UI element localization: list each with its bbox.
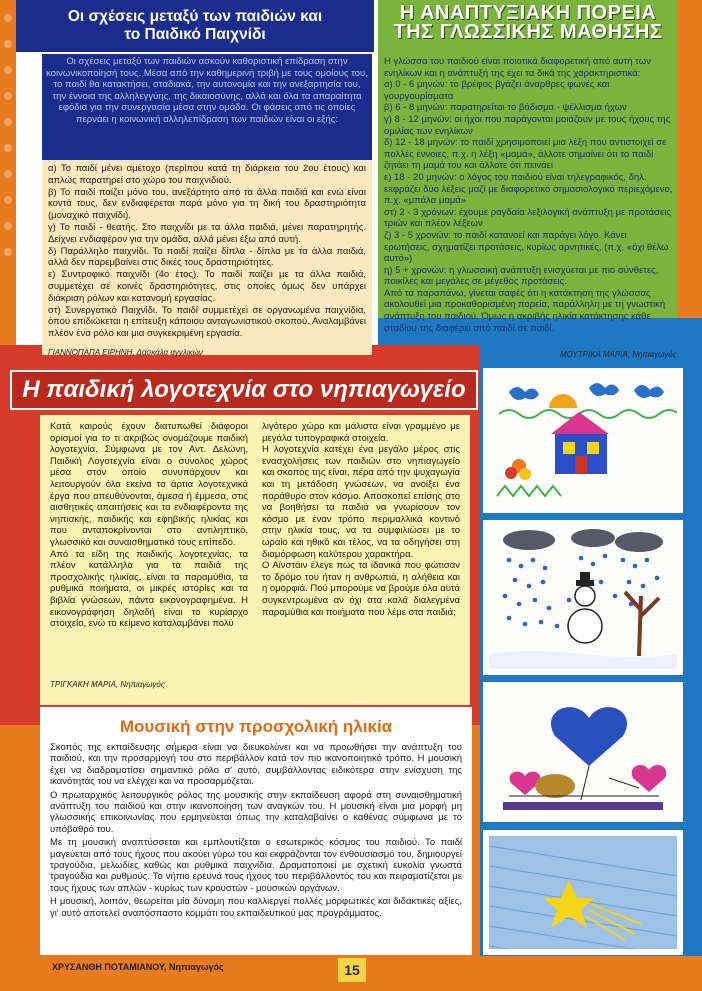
title-line-1: Οι σχέσεις μεταξύ των παιδιών και bbox=[67, 8, 323, 25]
paragraph: Ο Αϊνστάιν έλεγε πως τα ιδανικά που φώτισαν το δρόμο του ήταν η ανθρωπιά, η αλήθεια και η ομορφιά. Πού μπορούμε να βρούμε όλα αυτά συγκεντρωμένα αν όχι στα καλά διαλεγμένα παραμύθια και ποιήματα που λέμε στα παιδιά; bbox=[262, 560, 461, 618]
article-body-music bbox=[50, 742, 462, 919]
article-title-childrens-literature: Η παιδική λογοτεχνία στο νηπιαγωγείο bbox=[10, 370, 478, 410]
author-signature bbox=[50, 680, 165, 689]
paragraph: Η μουσική, λοιπόν, θεωρείται μία δύναμη που καλλιεργεί πολλές μορφωτικές και διδακτικές αξίες, γι' αυτό αποτελεί αναπόσπαστο κομμάτι του εκπαιδευτικού μας προγράμματος. bbox=[50, 896, 462, 919]
snowman-drawing bbox=[483, 520, 683, 675]
article-title-relationships bbox=[16, 0, 374, 52]
list-item: στ) Συνεργατικό Παιχνίδι. Το παιδί συμμετέχει σε οργανωμένα παιχνίδια, όπου επιδιώκεται η επίτευξη κάποιου ανταγωνιστικού σκοπού. Αναλαμβάνει πλέον ένα ρόλο και μια συγκεκριμένη εργασία. bbox=[48, 304, 366, 340]
paragraph: ζ) 3 - 5 χρονών: το παιδί κατανοεί και παράγει λόγο. Κάνει ερωτήσεις, σχηματίζει προτάσεις, κυρίως αρνητικές, (π.χ. «όχι θέλω αυτό») bbox=[384, 229, 669, 265]
paragraph: η) 5 + χρονών: η γλωσσική ανάπτυξη ενισχύεται με πιο σύνθετες, ποικίλες και μεγάλες σε μέγεθος προτάσεις. bbox=[384, 264, 659, 288]
paragraph: β) 6 - 8 μηνών: παρατηρείται το βάδισμα - ψέλλισμα ήχων bbox=[384, 102, 627, 114]
page-number: 15 bbox=[338, 958, 366, 982]
author-signature bbox=[560, 350, 677, 359]
article-body-childrens-literature bbox=[40, 415, 470, 705]
decorative-dots bbox=[4, 14, 28, 294]
paragraph: γ) 8 - 12 μηνών: οι ήχοι που παράγονται μοιάζουν με τους ήχους της ομιλίας των ενηλίκων bbox=[384, 113, 671, 137]
article-title-music: Μουσική στην προσχολική ηλικία bbox=[119, 717, 393, 736]
article-body-language-development bbox=[384, 56, 674, 334]
paragraph: ε) 18 - 20 μηνών: ο λόγος του παιδιού είναι τηλεγραφικός, δηλ. εκφράζει δύο λέξεις μαζί με διαφορετικό σημασιολογικό περιεχόμενο, π.χ. «μπάλα μαμά» bbox=[384, 171, 673, 207]
paragraph: στ) 2 - 3 χρόνων: έχουμε ραγδαία λεξιλογική ανάπτυξη με προτάσεις τριών και πλέον λέξεων bbox=[384, 206, 671, 230]
paragraph: Η γλώσσα του παιδιού είναι ποιοτικά διαφορετική από αυτή των ενηλίκων και η ανάπτυξή της έχει τα δικά της χαρακτηριστικά: bbox=[384, 56, 651, 79]
paragraph: α) 0 - 6 μηνών: το βρέφος βγάζει άναρθρες φωνές και γουργουρίσματα bbox=[384, 79, 610, 102]
list-item: γ) Το παιδί - θεατής. Στο παιχνίδι με τα άλλα παιδιά, μένει παρατηρητής. Δείχνει ενδιαφέρον για την ομάδα, αλλά μένει έξω από αυτή. bbox=[48, 221, 366, 245]
title-line-2: το Παιδικό Παιχνίδι bbox=[124, 26, 266, 43]
author-role: Νηπιαγωγός bbox=[632, 350, 677, 359]
paragraph: Από τα παραπάνω, γίνεται σαφές ότι η κατάκτηση της γλώσσας ακολουθεί μια προκαθορισμένη πορεία, παράλληλη με τη γνωστική ανάπτυξη του παιδιού. Όμως η ακριβής ηλικία κατάκτησης κάθε σταδίου της διαφέρει από παιδί σε παιδί. bbox=[384, 287, 666, 334]
paragraph: Από τα είδη της παιδικής λογοτεχνίας, τα πλέον κατάλληλα για τα παιδιά της προσχολικής ηλικίας, είναι τα παραμύθια, τα ρυθμικά ποιήματα, οι μικρές ιστορίες και τα βιβλία γνώσεων, πάντα εικονογραφημένα. Η εικονογράφηση δηλαδή είναι το κυρίαρχο στοιχείο, ενώ το κείμενο καταλαμβάνει πολύ bbox=[50, 548, 248, 630]
paragraph: δ) 12 - 18 μηνών: το παιδί χρησιμοποιεί μια λέξη που αντιστοιχεί σε πολλές έννοιες, π.χ. η λέξη «μαμά», άλλοτε σημαίνει ότι το παιδί ζητάει τη μαμά του και άλλοτε ότι πεινάει bbox=[384, 137, 667, 172]
paragraph: λιγότερο χώρο και μάλιστα είναι γραμμένο με μεγάλα τυπογραφικά στοιχεία. bbox=[262, 421, 460, 444]
article-music bbox=[40, 707, 472, 955]
text-column-2 bbox=[262, 421, 460, 699]
author-signature bbox=[52, 962, 224, 972]
author-role: Νηπιαγωγός bbox=[120, 680, 165, 689]
paragraph: Κατά καιρούς έχουν διατυπωθεί διάφοροι ορισμοί για το τι ακριβώς ονομάζουμε παιδική λογοτεχνία. Σύμφωνα με τον Αντ. Δελώνη, Παιδική Λογοτεχνία είναι ο σύνολος χώρος μέσα στον οποίο συνυπάρχουν και λειτουργούν όλα εκείνα τα άρτια λογοτεχνικά έργα που απευθύνονται, άμεσα ή έμμεσα, στις αισθητικές απαιτήσεις και τα ενδιαφέροντα της νηπιακής, παιδικής και εφηβικής ηλικίας και που ανταποκρίνονται στο αντιληπτικό, γλωσσικό και συναισθηματικό τους επίπεδο. bbox=[50, 421, 248, 548]
article-intro: Οι σχέσεις μεταξύ των παιδιών ασκούν καθοριστική επίδραση στην κοινωνικοποίησή τους. Μέσα από την καθημερινή τριβή με τους ομοίους του, το παιδί θα κατακτήσει, σταδιακά, την αυτονομία και την ανεξαρτησία του, την έννοια της αλληλεγγύης, της δικαιοσύνης, αλλά και όλα τα απαραίτητα εφόδια για την συνεργασία μέσα στην ομάδα. Οι φάσεις από τις οποίες περνάει η κοινωνική αλληλεπίδραση των παιδιών είναι οι εξής: bbox=[42, 54, 372, 160]
paragraph: Η λογοτεχνία κατέχει ένα μεγάλο μέρος στις ενασχολήσεις των παιδιών στο νηπιαγωγείο και σκοπός της είναι, πέρα από την ψυχαγωγία και τη μετάδοση γνώσεων, να ανοίξει ένα παράθυρο στον κόσμο. Αποσκοπεί επίσης στο να βοηθήσει τα παιδιά να γνωρίσουν τον κόσμο με έναν τρόπο περιμαλλικά κοντινό στην ηλικία τους, να τα συμφιλιώσει με το ωραίο και ηθικό και τέλος, να τα οδηγήσει στη διαμόρφωση καλύτερου χαρακτήρα. bbox=[262, 444, 460, 560]
hearts-drawing bbox=[483, 682, 683, 822]
text-column-1 bbox=[50, 421, 248, 699]
author-signature bbox=[48, 348, 203, 357]
list-item: β) Το παιδί παίζει μόνο του, ανεξάρτητο από τα άλλα παιδιά και ενώ είναι κοντά τους, δεν ενδιαφέρεται παρά μόνο για τη δική του δραστηριότητα (μοναχικό παιχνίδι). bbox=[48, 186, 366, 222]
title-line-1: Η ΑΝΑΠΤΥΞΙΑΚΗ ΠΟΡΕΙΑ bbox=[399, 2, 657, 24]
title-line-2: ΤΗΣ ΓΛΩΣΣΙΚΗΣ ΜΑΘΗΣΗΣ bbox=[393, 21, 663, 43]
author-role: Δασκάλα αγγλικών bbox=[136, 348, 203, 357]
list-item: ε) Συντροφικό παιχνίδι (4ο έτος). Το παιδί παίζει με τα άλλα παιδιά, συμμετέχει σε κοινές δραστηριότητες, στις οποίες όμως δεν υπάρχει διάκριση ρόλων και κατανομή εργασίας. bbox=[48, 269, 366, 304]
author-name: ΧΡΥΣΑΝΘΗ ΠΟΤΑΜΙΑΝΟΥ, bbox=[52, 962, 167, 972]
article-title-language-development bbox=[378, 4, 678, 42]
paragraph: Με τη μουσική αναπτύσσεται και εμπλουτίζεται ο εσωτερικός κόσμος του παιδιού. Το παιδί μαγεύεται από τους ήχους που ακούει γύρω του και εκφράζονται τον ενθουσιασμό του, δημιουργεί τραγούδια, μελωδίες καθώς και ρυθμικά παιχνίδια. Δραματοποιεί με σχετική ευκολία γνωστά τραγούδια και ρυθμούς. Το νήπιο ερευνά τους ήχους του περιβάλλοντός του και πειραματίζεται με τους ήχους των απλών - κυρίως των κρουστών - μουσικών οργάνων. bbox=[50, 837, 462, 894]
author-name: ΓΙΑΝΝΟΠΑΠΑ ΕΙΡΗΝΗ, bbox=[48, 348, 135, 357]
star-drawing bbox=[483, 830, 683, 955]
author-role: Νηπιαγωγός bbox=[169, 962, 224, 972]
article-body-relationships bbox=[42, 160, 372, 355]
paragraph: Ο πρωταρχικός λειτουργικός ρόλος της μουσικής στην εκπαίδευση αφορά στη συναισθηματική ανάπτυξη του παιδιού και στην ικανοποίηση των αναγκών του. Η μουσική είναι μια μορφή μη γλωσσικής επικοινωνίας που ερμηνεύεται όπως την καταλαβαίνει ο καθένας σύμφωνα με το υπόβαθρό του. bbox=[50, 789, 462, 835]
author-name: ΜΟΥΤΡΙΚΑ ΜΑΡΙΑ, bbox=[560, 350, 630, 359]
list-item: δ) Παράλληλο παιχνίδι. Το παιδί παίζει δίπλα - δίπλα με τα άλλα παιδιά, αλλά δεν παρεμβαίνει στις δικές τους δραστηριότητες. bbox=[48, 245, 366, 269]
author-name: ΤΡΙΓΚΑΚΗ ΜΑΡΙΑ, bbox=[50, 680, 119, 689]
paragraph: Σκοπός της εκπαίδευσης σήμερα είναι να διευκολύνει και να προωθήσει την ανάπτυξη του παιδιού, και την προσαρμογή του στο περιβάλλον κατά τον πιο ικανοποιητικό τρόπο. Η μουσική έχει να διαδραματίσει σημαντικό ρόλο σ' αυτό, συμβάλλοντας ειδικότερα στην ενίσχυση της ικανότητάς του να ελέγχει και να προσαρμόζεται. bbox=[50, 742, 462, 788]
house-drawing bbox=[483, 368, 683, 513]
list-item: α) Το παιδί μένει αμέτοχο (περίπου κατά τη διάρκεια του 2ου έτους) και απλώς παρατηρεί στο χώρο του παιχνιδιού. bbox=[48, 163, 366, 186]
